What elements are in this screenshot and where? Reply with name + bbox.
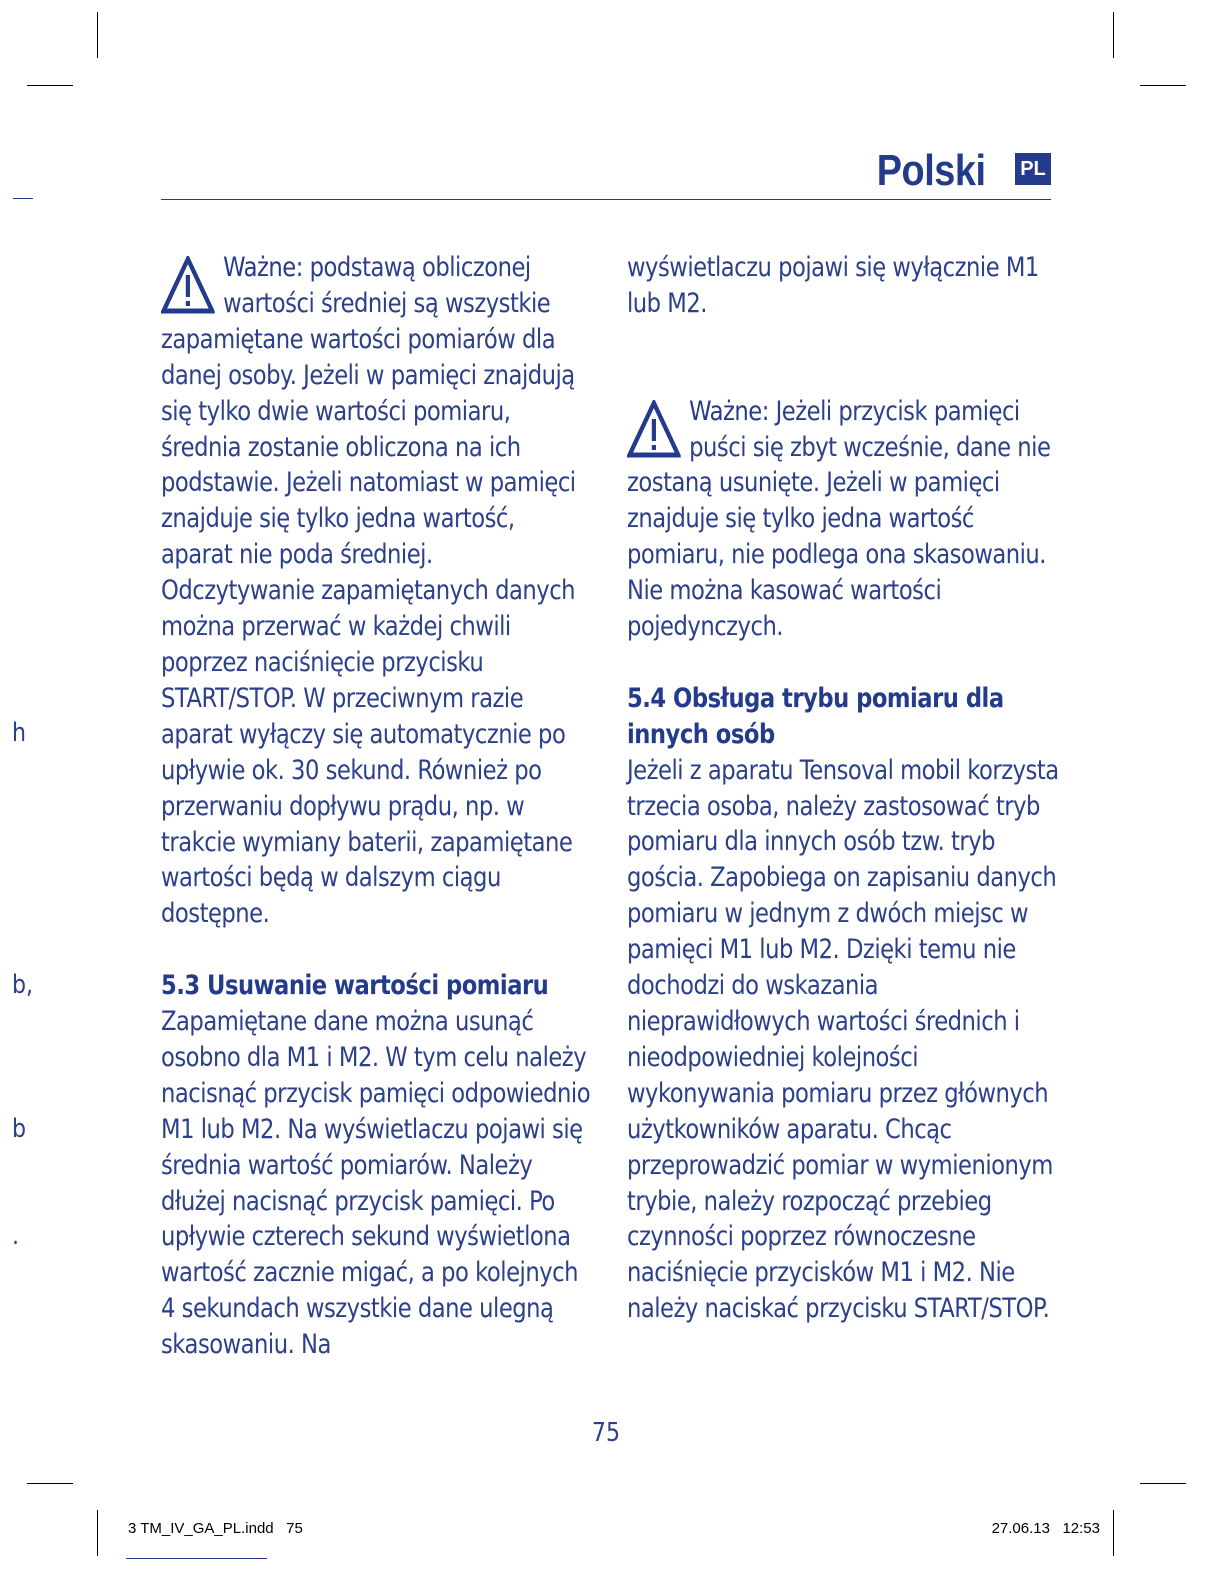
section-heading: 5.4 Obsługa trybu pomiaru dla innych osób xyxy=(627,682,1004,750)
warning-label: Ważne: xyxy=(689,395,769,427)
footer-date: 27.06.13 12:53 xyxy=(991,1520,1100,1537)
header-rule xyxy=(161,199,1051,200)
section-text: Zapamiętane dane można usunąć osobno dla M1 i M2. W tym celu należy nacisnąć przycisk pamięci odpowiednio M1 lub M2. Na wyświetlaczu pojawi się średnia wartość pomiarów. Należy dłużej nacisnąć przycisk pamięci. Po upływie czterech sekund wyświetlona wartość zacznie migać, a po kolejnych 4 sekundach wszystkie dane ulegną skasowaniu. Na xyxy=(161,1006,591,1361)
crop-mark xyxy=(27,1483,73,1484)
crop-mark xyxy=(1140,85,1186,86)
crop-mark xyxy=(1113,12,1114,58)
crop-mark xyxy=(1140,1483,1186,1484)
warning-label: Ważne: xyxy=(223,252,303,283)
crop-mark xyxy=(97,12,98,58)
margin-fragment: . xyxy=(12,1221,20,1251)
left-column xyxy=(161,250,591,1363)
crop-mark xyxy=(97,1510,98,1556)
page-title: Polski xyxy=(877,146,986,195)
section-heading: 5.3 Usuwanie wartości pomiaru xyxy=(161,970,549,1002)
warning-paragraph xyxy=(161,250,591,573)
footer-file: 3 TM_IV_GA_PL.indd 75 xyxy=(128,1520,303,1537)
language-badge: PL xyxy=(1015,153,1051,185)
margin-fragment: b xyxy=(12,1114,27,1144)
warning-icon xyxy=(627,400,681,458)
warning-text: podstawą obliczonej wartości średniej są wszystkie zapamiętane wartości pomiarów dla danej osoby. Jeżeli w pamięci znajdują się tylko dwie wartości pomiaru, średnia zostanie obliczona na ich podstawie. Jeżeli natomiast w pamięci znajduje się tylko jedna wartość, aparat nie poda średniej. xyxy=(161,252,576,571)
crop-mark xyxy=(13,198,33,199)
warning-icon xyxy=(161,256,215,314)
footer-rule xyxy=(126,1558,267,1559)
page-number: 75 xyxy=(591,1418,621,1448)
margin-fragment: b, xyxy=(12,970,34,1000)
continuation-paragraph: wyświetlaczu pojawi się wyłącznie M1 lub M2. xyxy=(627,252,1039,319)
right-column xyxy=(627,250,1061,1327)
crop-mark xyxy=(27,85,73,86)
margin-fragment: h xyxy=(12,718,27,748)
warning-paragraph xyxy=(627,394,1061,645)
section-text: Jeżeli z aparatu Tensoval mobil korzysta trzecia osoba, należy zastosować tryb pomiaru dla innych osób tzw. tryb gościa. Zapobiega on zapisaniu danych pomiaru w jednym z dwóch miejsc w pamięci M1 lub M2. Dzięki temu nie dochodzi do wskazania nieprawidłowych wartości średnich i nieodpowiedniej kolejności wykonywania pomiaru przez głównych użytkowników aparatu. Chcąc przeprowadzić pomiar w wymienionym trybie, należy rozpocząć przebieg czynności poprzez równoczesne naciśnięcie przycisków M1 i M2. Nie należy naciskać przycisku START/STOP. xyxy=(627,754,1059,1325)
crop-mark xyxy=(1113,1510,1114,1556)
warning-text: Jeżeli przycisk pamięci puści się zbyt wcześnie, dane nie zostaną usunięte. Jeżeli w pamięci znajduje się tylko jedna wartość pomiaru, nie podlega ona skasowaniu. Nie można kasować wartości pojedynczych. xyxy=(627,395,1051,643)
body-paragraph: Odczytywanie zapamiętanych danych można przerwać w każdej chwili poprzez naciśnięcie przycisku START/STOP. W przeciwnym razie aparat wyłączy się automatycznie po upływie ok. 30 sekund. Również po przerwaniu dopływu prądu, np. w trakcie wymiany baterii, zapamiętane wartości będą w dalszym ciągu dostępne. xyxy=(161,575,576,930)
